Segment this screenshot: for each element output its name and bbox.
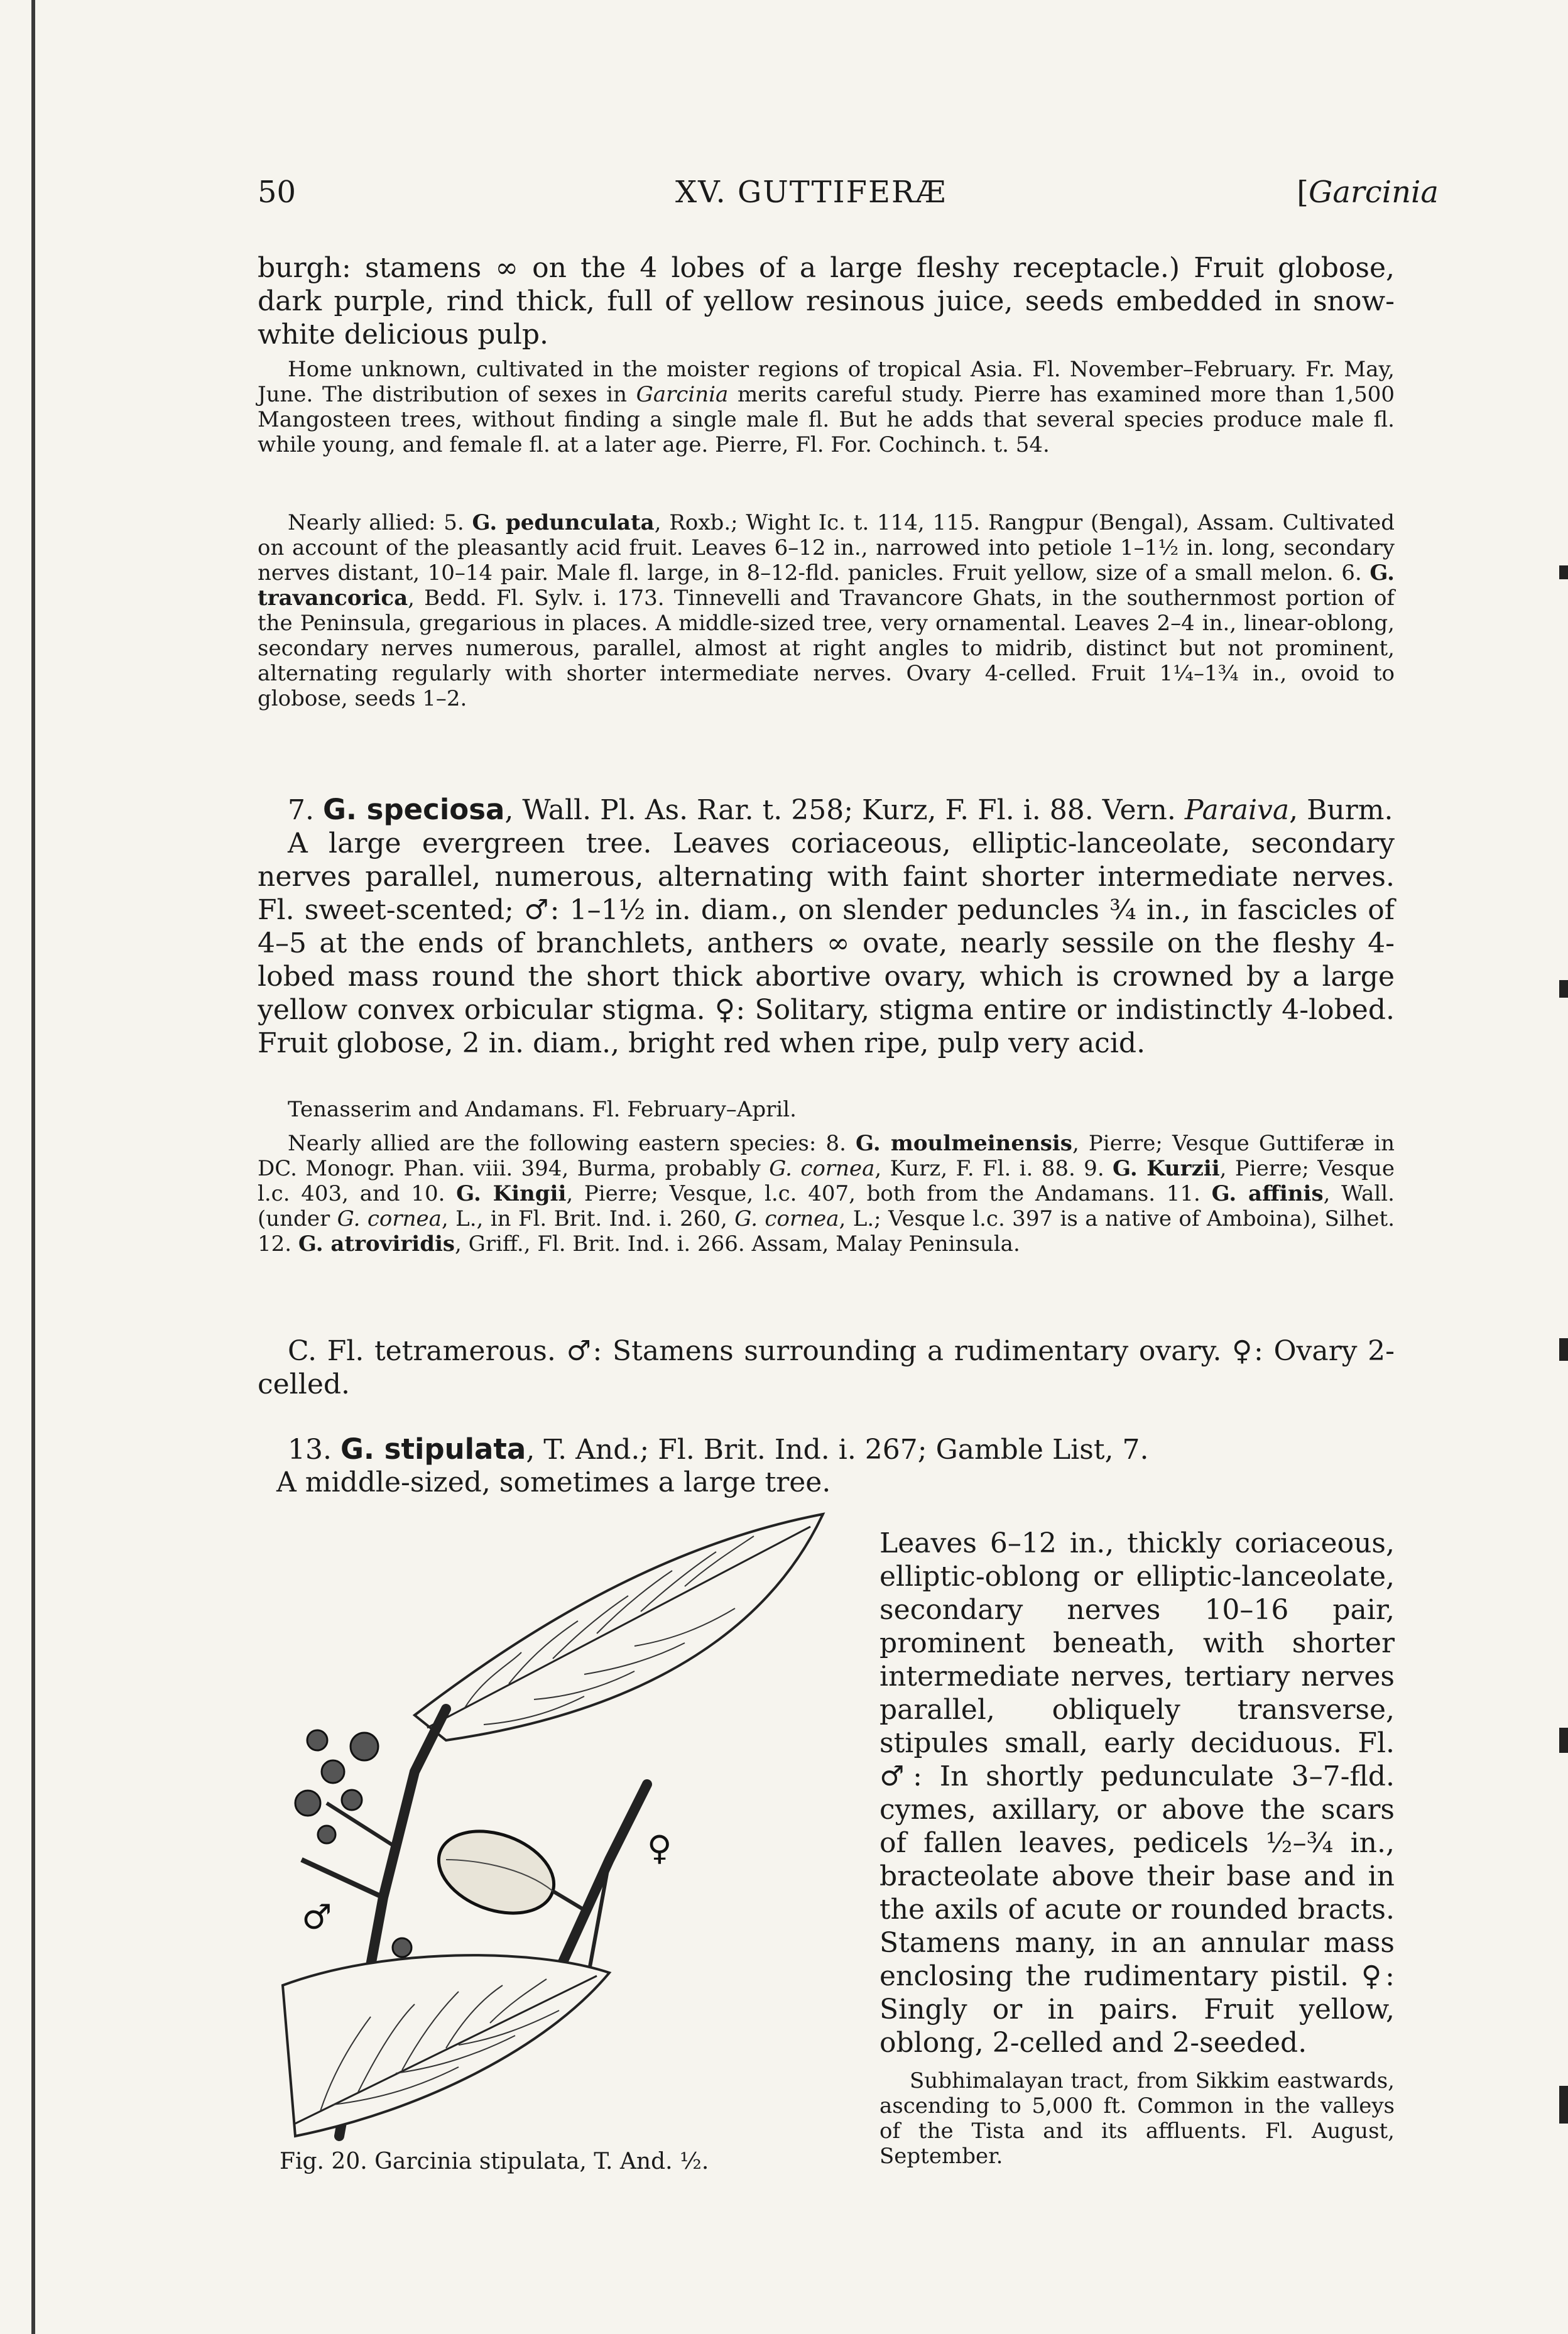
- group-c-heading: C. Fl. tetramerous. ♂: Stamens surrounding a rudimentary ovary. ♀: Ovary 2-celled.: [258, 1335, 1395, 1400]
- species-13-heading: 13. G. stipulata, T. And.; Fl. Brit. Ind. i. 267; Gamble List, 7. A middle-sized, sometimes a large tree.: [276, 1432, 1149, 1498]
- paragraph-mangosteen-fruit: burgh: stamens ∞ on the 4 lobes of a large fleshy receptacle.) Fruit globose, dark purple, rind thick, full of yellow resinous juice, seeds embedded in snow-white delicious pulp.: [258, 252, 1395, 351]
- running-genus: [Garcinia: [1297, 175, 1439, 210]
- species-7-entry: 7. G. speciosa, Wall. Pl. As. Rar. t. 258; Kurz, F. Fl. i. 88. Vern. Paraiva, Burm. A large evergreen tree. Leaves coriaceous, elliptic-lanceolate, secondary nerves parallel, numerous, alternating with faint shorter intermediate nerves. Fl. sweet-scented; ♂: 1–1½ in. diam., on slender peduncles ¾ in., in fascicles of 4–5 at the ends of branchlets, anthers ∞ ovate, nearly sessile on the fleshy 4-lobed mass round the short thick abortive ovary, which is crowned by a large yellow convex orbicular stigma. ♀: Solitary, stigma entire or indistinctly 4-lobed. Fruit globose, 2 in. diam., bright red when ripe, pulp very acid.: [258, 793, 1395, 1059]
- note-allied-species: Nearly allied: 5. G. pedunculata, Roxb.; Wight Ic. t. 114, 115. Rangpur (Bengal), Assam. Cultivated on account of the pleasantly acid fruit. Leaves 6–12 in., narrowed into petiole 1–1½ in. long, secondary nerves distant, 10–14 pair. Male fl. large, in 8–12-fld. panicles. Fruit yellow, size of a small melon. 6. G. travancorica, Bedd. Fl. Sylv. i. 173. Tinnevelli and Travancore Ghats, in the southernmost portion of the Peninsula, gregarious in places. A middle-sized tree, very ornamental. Leaves 2–4 in., linear-oblong, secondary nerves numerous, parallel, almost at right angles to midrib, distinct but not prominent, alternating regularly with shorter intermediate nerves. Ovary 4-celled. Fruit 1¼–1¾ in., ovoid to globose, seeds 1–2.: [258, 510, 1395, 711]
- note-distribution: Home unknown, cultivated in the moister regions of tropical Asia. Fl. November–February. Fr. May, June. The distribution of sexes in Garcinia merits careful study. Pierre has examined more than 1,500 Mangosteen trees, without finding a single male fl. But he adds that several species produce male fl. while young, and female fl. at a later age. Pierre, Fl. For. Cochinch. t. 54.: [258, 357, 1395, 457]
- species-13-lead: A middle-sized, sometimes a large tree.: [276, 1466, 831, 1498]
- species-name: G. stipulata: [340, 1432, 526, 1466]
- species-name: G. speciosa: [322, 793, 505, 826]
- page-number: 50: [258, 175, 297, 210]
- male-label: ♂: [302, 1897, 332, 1937]
- page-edge-line: [31, 0, 35, 2334]
- note-eastern-species: Nearly allied are the following eastern species: 8. G. moulmeinensis, Pierre; Vesque Guttiferæ in DC. Monogr. Phan. viii. 394, Burma, probably G. cornea, Kurz, F. Fl. i. 88. 9. G. Kurzii, Pierre; Vesque l.c. 403, and 10. G. Kingii, Pierre; Vesque, l.c. 407, both from the Andamans. 11. G. affinis, Wall. (under G. cornea, L., in Fl. Brit. Ind. i. 260, G. cornea, L.; Vesque l.c. 397 is a native of Amboina), Silhet. 12. G. atroviridis, Griff., Fl. Brit. Ind. i. 266. Assam, Malay Peninsula.: [258, 1131, 1395, 1257]
- figure-caption: Fig. 20. Garcinia stipulata, T. And. ½.: [280, 2149, 709, 2174]
- page-edge-mark: [1559, 1728, 1568, 1753]
- species-13-description: Leaves 6–12 in., thickly coriaceous, elliptic-oblong or elliptic-lanceolate, secondary nerves 10–16 pair, prominent beneath, with shorter intermediate nerves, tertiary nerves parallel, obliquely transverse, stipules small, early deciduous. Fl. ♂: In shortly pedunculate 3–7-fld. cymes, axillary, or above the scars of fallen leaves, pedicels ½–¾ in., bracteolate above their base and in the axils of acute or rounded bracts. Stamens many, in an annular mass enclosing the rudimentary pistil. ♀: Singly or in pairs. Fruit yellow, oblong, 2-celled and 2-seeded.: [879, 1527, 1395, 2059]
- page-edge-mark: [1559, 1338, 1568, 1361]
- species-13-habitat: Subhimalayan tract, from Sikkim eastwards, ascending to 5,000 ft. Common in the valleys of the Tista and its affluents. Fl. August, September.: [879, 2068, 1395, 2169]
- botanical-illustration: [258, 1508, 861, 2149]
- note-habitat-7: Tenasserim and Andamans. Fl. February–April.: [288, 1097, 797, 1122]
- section-title: XV. GUTTIFERÆ: [675, 175, 947, 210]
- page-header: [258, 175, 1439, 212]
- female-label: ♀: [647, 1828, 672, 1868]
- page-edge-mark: [1559, 565, 1568, 579]
- page-edge-mark: [1559, 980, 1568, 998]
- page-edge-mark: [1559, 2086, 1568, 2124]
- species-7-description: A large evergreen tree. Leaves coriaceous, elliptic-lanceolate, secondary nerves parallel, numerous, alternating with faint shorter intermediate nerves. Fl. sweet-scented; ♂: 1–1½ in. diam., on slender peduncles ¾ in., in fascicles of 4–5 at the ends of branchlets, anthers ∞ ovate, nearly sessile on the fleshy 4-lobed mass round the short thick abortive ovary, which is crowned by a large yellow convex orbicular stigma. ♀: Solitary, stigma entire or indistinctly 4-lobed. Fruit globose, 2 in. diam., bright red when ripe, pulp very acid.: [258, 827, 1395, 1059]
